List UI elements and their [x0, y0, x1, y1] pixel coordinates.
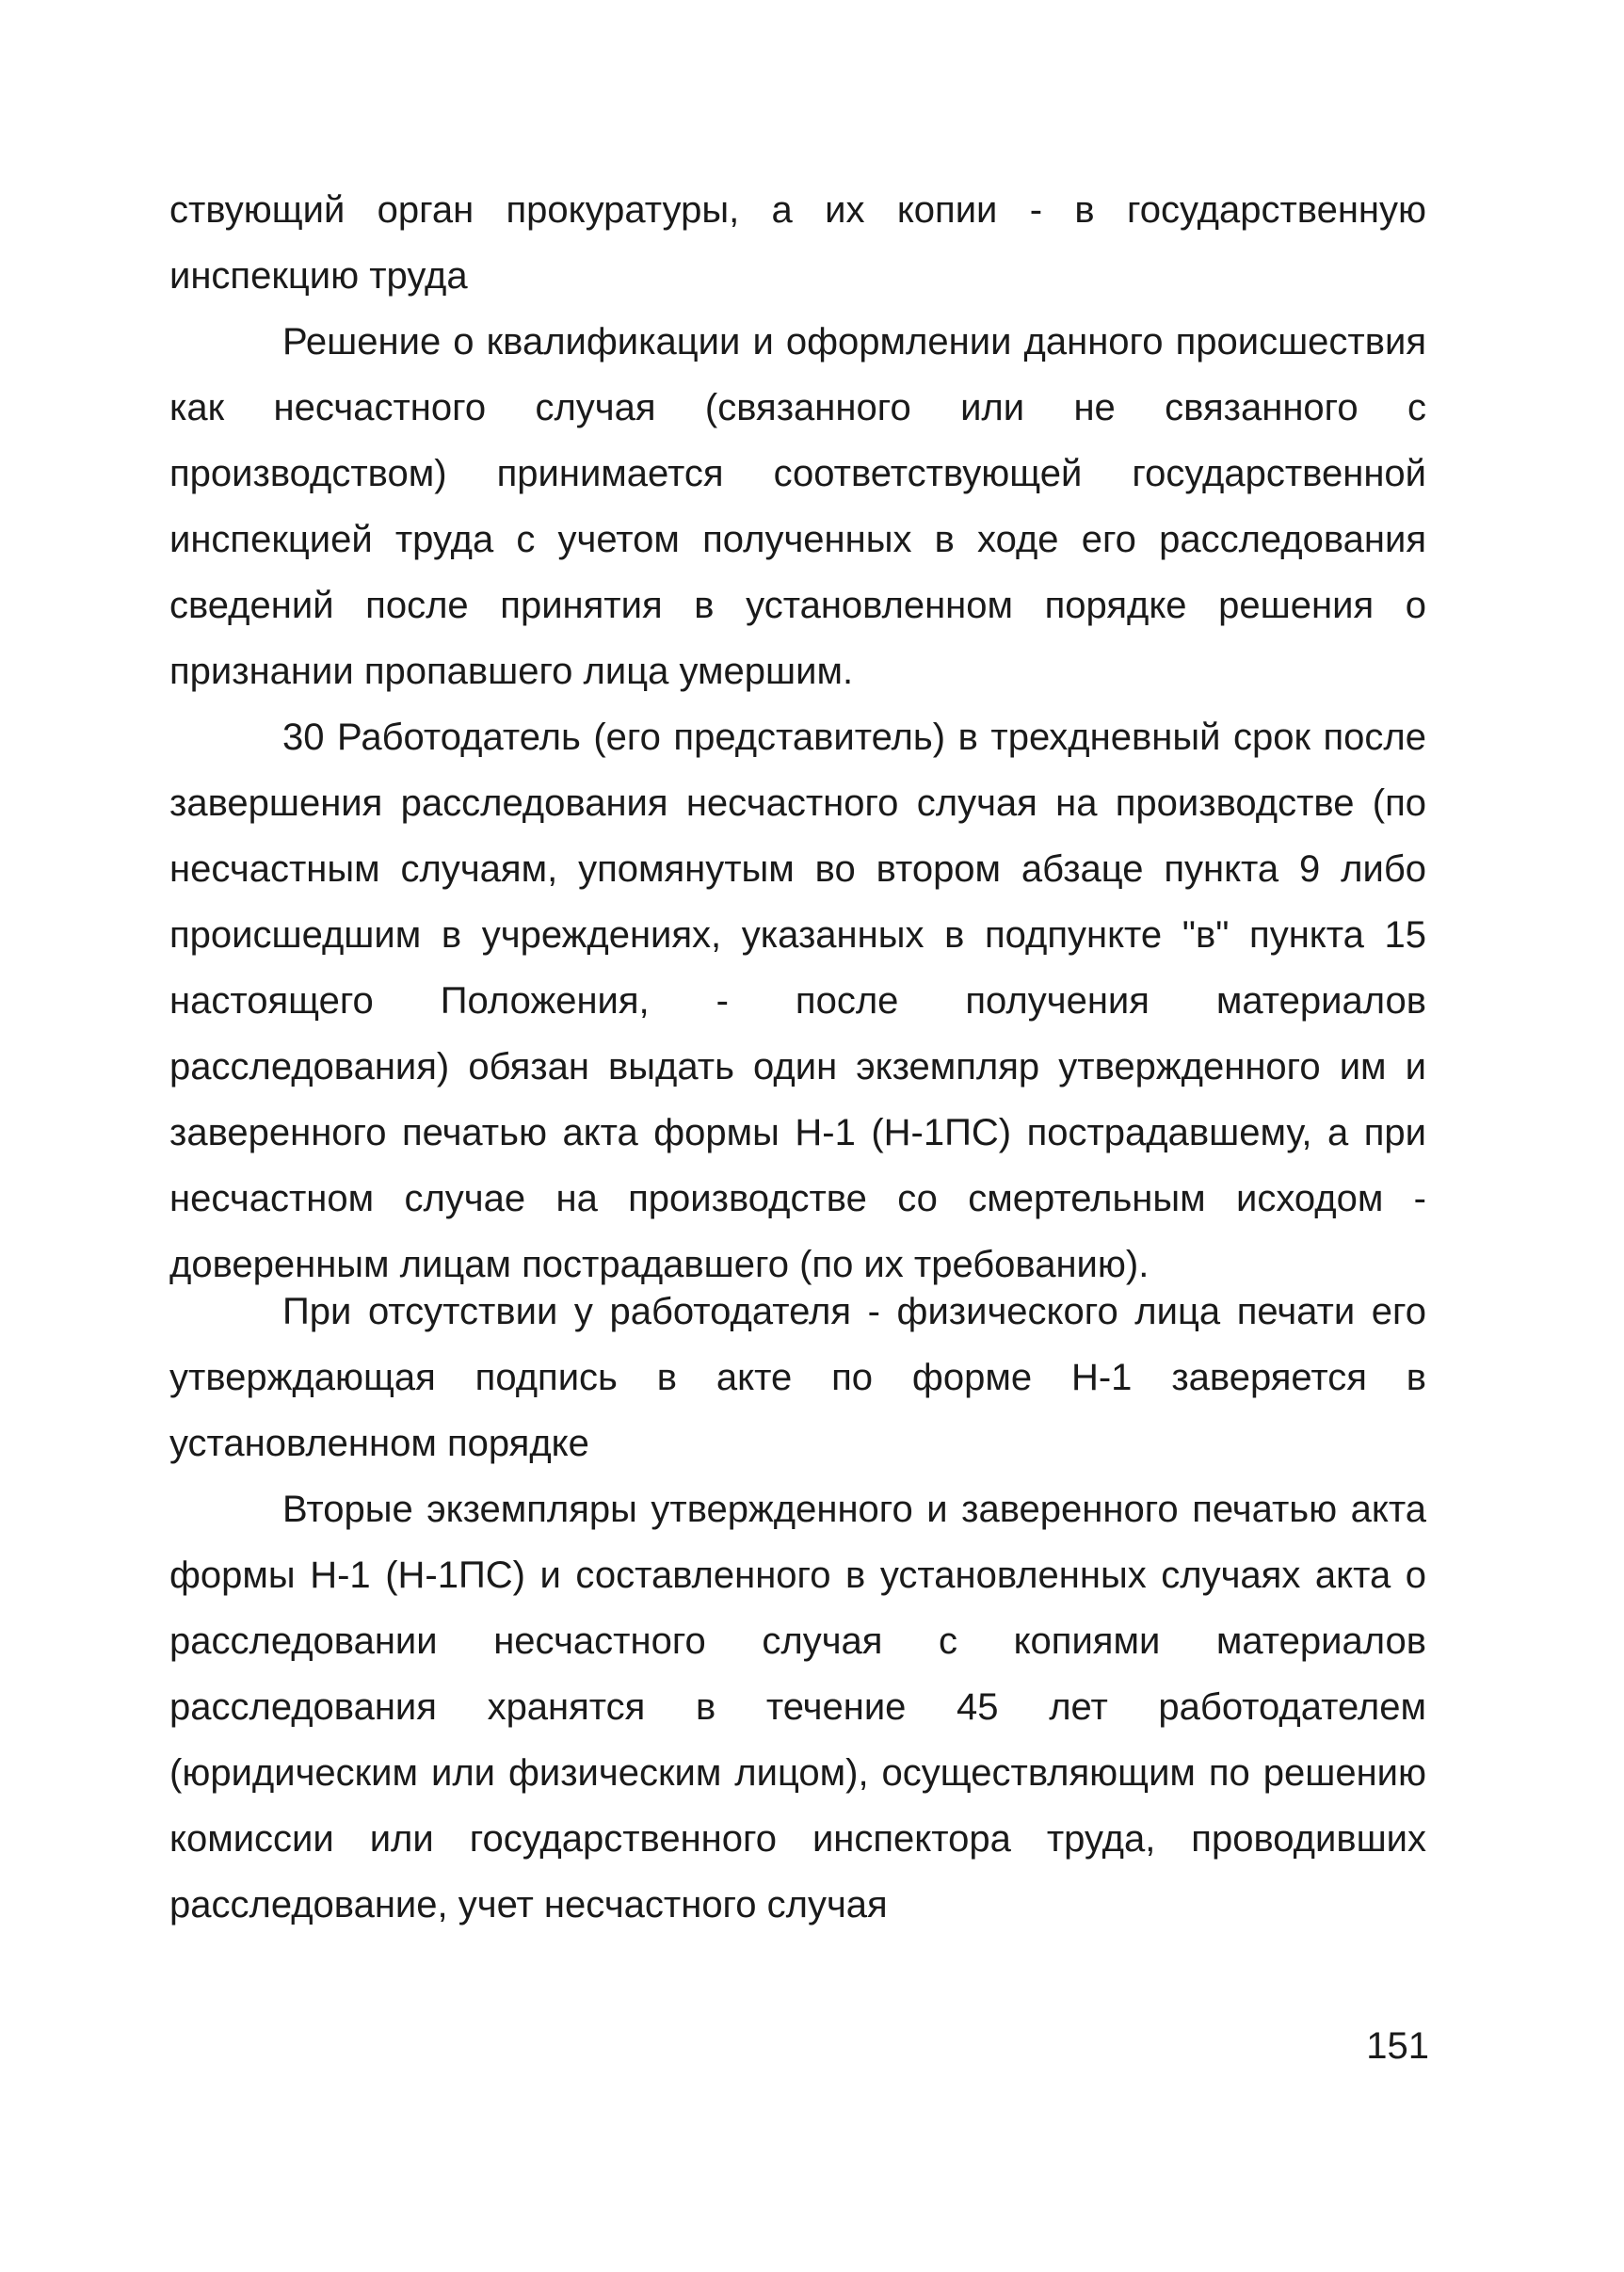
page-number: 151: [1366, 2025, 1429, 2067]
body-text: [169, 704, 1426, 1297]
paragraph-item-30: 30 Работодатель (его представитель) в трехдневный срок после завершения расследования несчастного случая на производстве (по несчастным случаям, упомянутым во втором абзаце пункта 9 либо происшедшим в учреждениях, указанных в подпункте "в" пункта 15 настоящего Положения, - после получения материалов расследования) обязан выдать один экземпляр утвержденного им и заверенного печатью акта формы Н-1 (Н-1ПС) пострадавшему, а при несчастном случае на производстве со смертельным исходом - доверенным лицам пострадавшего (по их требованию).: [169, 717, 1426, 1285]
body-text: [169, 1476, 1426, 1938]
paragraph-continuation: ствующий орган прокуратуры, а их копии - в государственную инспекцию труда: [169, 189, 1426, 297]
body-text: [169, 309, 1426, 704]
paragraph-no-seal: При отсутствии у работодателя - физического лица печати его утверждающая подпись в акте по форме Н-1 заверяется в установленном порядке: [169, 1291, 1426, 1464]
body-text: [169, 1279, 1426, 1476]
paragraph-second-copies: Вторые экземпляры утвержденного и заверенного печатью акта формы Н-1 (Н-1ПС) и составленного в установленных случаях акта о расследовании несчастного случая с копиями материалов расследования хранятся в течение 45 лет работодателем (юридическим или физическим лицом), осуществляющим по решению комиссии или государственного инспектора труда, проводивших расследование, учет несчастного случая: [169, 1489, 1426, 1926]
paragraph-decision: Решение о квалификации и оформлении данного происшествия как несчастного случая (связанного или не связанного с производством) принимается соответствующей государственной инспекцией труда с учетом полученных в ходе его расследования сведений после принятия в установленном порядке решения о признании пропавшего лица умершим.: [169, 321, 1426, 692]
body-text: [169, 177, 1426, 309]
